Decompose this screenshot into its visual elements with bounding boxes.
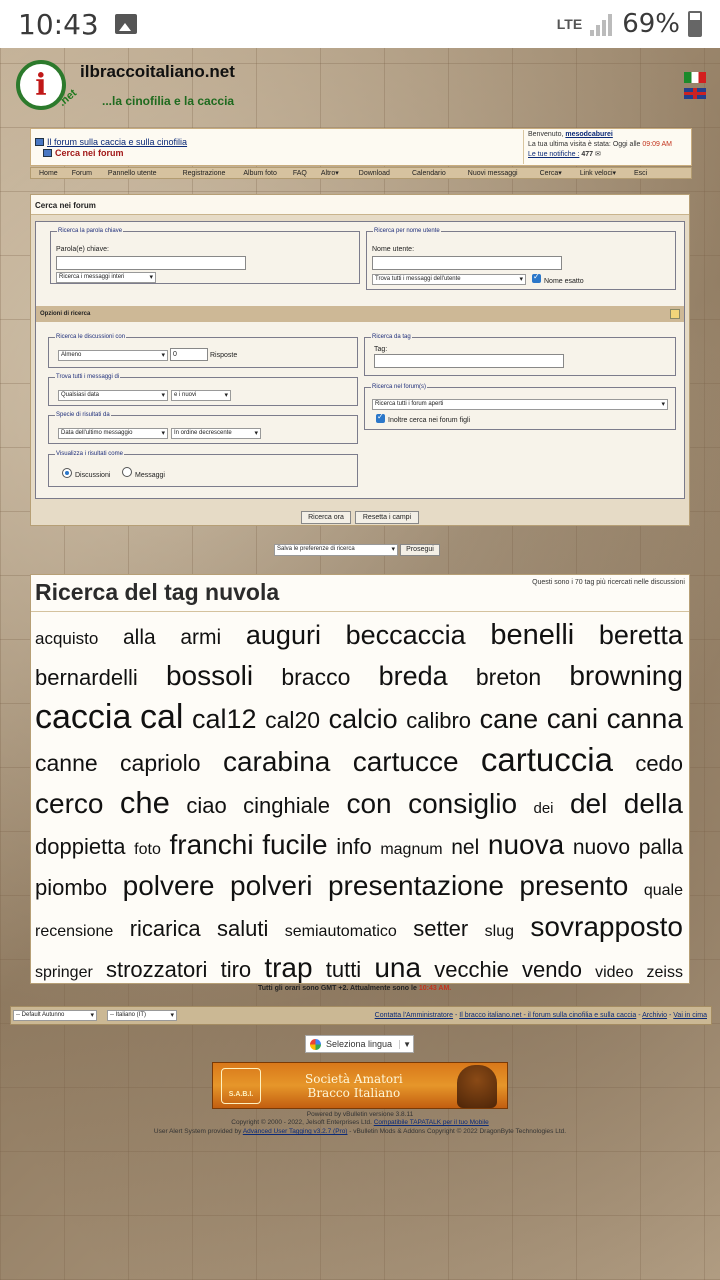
tag-link[interactable]: video bbox=[595, 964, 634, 981]
tag-link[interactable]: bernardelli bbox=[35, 665, 138, 690]
show-posts-label: Messaggi bbox=[135, 472, 165, 479]
tag-link[interactable]: semiautomatico bbox=[284, 923, 397, 940]
tag-link[interactable]: cartuccia bbox=[480, 741, 613, 778]
nav-user-panel[interactable]: Pannello utente bbox=[107, 169, 157, 177]
uk-flag-icon[interactable] bbox=[684, 88, 706, 99]
alert-text: User Alert System provided by bbox=[153, 1128, 242, 1135]
tag-link[interactable]: piombo bbox=[35, 875, 108, 900]
tag-link[interactable]: quale bbox=[643, 882, 684, 899]
translate-widget[interactable] bbox=[305, 1035, 414, 1053]
username-legend: Ricerca per nome utente bbox=[374, 228, 440, 234]
save-preferences-bar bbox=[274, 544, 440, 557]
tapatalk-link[interactable]: Compatibile TAPATALK per il tuo Mobile bbox=[373, 1119, 489, 1126]
tag-link[interactable]: bracco bbox=[281, 664, 351, 690]
breadcrumb-current: Cerca nei forum bbox=[55, 147, 124, 158]
nav-altro[interactable]: Altro bbox=[320, 169, 336, 177]
collapse-icon[interactable] bbox=[670, 309, 680, 319]
user-mode-select[interactable]: Trova tutti i messaggi dell'utente ▾ bbox=[372, 274, 526, 285]
tag-link[interactable]: della bbox=[623, 788, 683, 819]
tag-link[interactable]: canne bbox=[35, 750, 98, 776]
search-panel bbox=[30, 194, 690, 526]
tag-link[interactable]: presentazione bbox=[327, 870, 504, 901]
sort-field-select[interactable]: Data dell'ultimo messaggio ▾ bbox=[58, 428, 168, 439]
replies-legend: Ricerca le discussioni con bbox=[56, 334, 126, 340]
copyright-line bbox=[0, 1118, 720, 1127]
tag-link[interactable]: beretta bbox=[598, 620, 683, 650]
site-tagline: ...la cinofilia e la caccia bbox=[102, 94, 235, 108]
options-bar bbox=[36, 306, 684, 322]
battery-percent: 69% bbox=[622, 9, 680, 39]
keyword-legend: Ricerca la parola chiave bbox=[58, 228, 123, 234]
options-title: Opzioni di ricerca bbox=[40, 311, 91, 317]
tag-link[interactable]: che bbox=[119, 785, 170, 820]
nav-registration[interactable]: Registrazione bbox=[182, 169, 226, 177]
tag-link[interactable]: bossoli bbox=[165, 660, 254, 691]
nav-calendar[interactable]: Calendario bbox=[411, 169, 446, 177]
username-input[interactable] bbox=[372, 256, 562, 270]
back-to-top-link[interactable]: Vai in cima bbox=[673, 1012, 707, 1019]
dog-image bbox=[457, 1065, 497, 1108]
tag-link[interactable]: nuova bbox=[487, 829, 565, 860]
tag-legend: Ricerca da tag bbox=[372, 334, 411, 340]
tag-link[interactable]: breton bbox=[475, 664, 542, 690]
exact-name-label: Nome esatto bbox=[544, 278, 584, 285]
contact-admin-link[interactable]: Contatta l'Amministratore bbox=[374, 1012, 454, 1019]
tag-link[interactable]: zeiss bbox=[646, 964, 683, 981]
tag-link[interactable]: cani bbox=[546, 703, 599, 734]
tag-link[interactable]: dei bbox=[533, 800, 554, 817]
search-form bbox=[35, 221, 685, 499]
tag-link[interactable]: nuovo bbox=[572, 836, 631, 859]
tag-link[interactable]: franchi bbox=[169, 829, 254, 860]
forum-legend: Ricerca nel forum(s) bbox=[372, 384, 427, 390]
archive-link[interactable]: Archivio bbox=[642, 1012, 668, 1019]
replies-label: Risposte bbox=[210, 352, 238, 359]
date-legend: Trova tutti i messaggi di bbox=[56, 374, 120, 380]
style-select[interactable]: -- Default Autunno ▾ bbox=[13, 1010, 97, 1021]
banner-title-line-2: Bracco Italiano bbox=[307, 1086, 401, 1100]
footer-links: Contatta l'Amministratore - Il bracco italiano.net - il forum sulla cinofilia e sulla caccia - Archivio - Vai in cima bbox=[374, 1012, 707, 1019]
footer-bar bbox=[10, 1006, 712, 1025]
tag-link[interactable]: recensione bbox=[35, 923, 114, 940]
chevron-down-icon: ▾ bbox=[335, 170, 339, 177]
tag-link[interactable]: capriolo bbox=[120, 750, 201, 776]
tag-link[interactable]: ricarica bbox=[129, 916, 201, 941]
last-visit-label: La tua ultima visita è stata: Oggi alle bbox=[528, 141, 641, 148]
nav-new-posts[interactable]: Nuovi messaggi bbox=[467, 169, 518, 177]
current-time: 10:43 AM. bbox=[418, 985, 452, 992]
tag-link[interactable]: vendo bbox=[521, 957, 582, 982]
replies-count-input[interactable]: 0 bbox=[170, 348, 208, 361]
translate-label: Seleziona lingua bbox=[326, 1039, 393, 1049]
chevron-down-icon: ▼ bbox=[399, 1040, 411, 1049]
language-select[interactable]: -- Italiano (IT) ▾ bbox=[107, 1010, 177, 1021]
credits-line bbox=[0, 1127, 720, 1136]
breadcrumb-panel bbox=[30, 128, 692, 166]
replies-mode-select[interactable]: Almeno ▾ bbox=[58, 350, 168, 361]
nav-home[interactable]: Home bbox=[39, 169, 58, 177]
proceed-button[interactable]: Prosegui bbox=[400, 544, 440, 556]
chevron-down-icon: ▾ bbox=[558, 170, 562, 177]
status-time: 10:43 bbox=[18, 7, 99, 41]
image-notification-icon bbox=[115, 14, 137, 34]
sabi-banner[interactable] bbox=[212, 1062, 508, 1109]
logo-net-label: .net bbox=[56, 87, 80, 109]
tag-link[interactable]: consiglio bbox=[408, 788, 518, 819]
tag-cloud-note: Questi sono i 70 tag più ricercati nelle discussioni bbox=[532, 579, 685, 586]
breadcrumb-root-link[interactable]: Il forum sulla caccia e sulla cinofilia bbox=[47, 136, 188, 147]
tag-link[interactable]: cerco bbox=[35, 788, 104, 819]
tag-link[interactable]: palla bbox=[638, 836, 684, 859]
date-mode-select[interactable]: Qualsiasi data ▾ bbox=[58, 390, 168, 401]
timezone-text: Tutti gli orari sono GMT +2. Attualmente sono le bbox=[258, 985, 417, 992]
tag-link[interactable]: cal12 bbox=[191, 704, 257, 734]
tag-link[interactable]: tutti bbox=[325, 957, 362, 982]
tag-label: Tag: bbox=[374, 346, 388, 353]
tag-input[interactable] bbox=[374, 354, 564, 368]
last-visit-time: 09:09 AM bbox=[642, 141, 672, 148]
search-panel-title: Cerca nei forum bbox=[31, 195, 689, 215]
banner-title bbox=[305, 1072, 403, 1100]
tag-link[interactable]: armi bbox=[180, 626, 222, 649]
tag-link[interactable]: cinghiale bbox=[243, 793, 331, 818]
welcome-label: Benvenuto, bbox=[528, 131, 564, 138]
tag-link[interactable]: cal bbox=[139, 698, 184, 736]
tag-link[interactable]: presento bbox=[519, 870, 629, 901]
tag-link[interactable]: cane bbox=[479, 704, 539, 734]
tag-link[interactable]: browning bbox=[569, 660, 683, 691]
tag-link[interactable]: setter bbox=[413, 916, 469, 941]
google-icon bbox=[310, 1039, 321, 1050]
tag-link[interactable]: tiro bbox=[220, 957, 252, 982]
nav-quick-links[interactable]: Link veloci bbox=[579, 169, 613, 177]
forum-scope-select[interactable]: Ricerca tutti i forum aperti ▾ bbox=[372, 399, 668, 410]
tag-link[interactable]: una bbox=[374, 952, 422, 983]
battery-icon bbox=[688, 11, 702, 37]
tag-link[interactable]: magnum bbox=[380, 841, 443, 858]
search-submit-button[interactable]: Ricerca ora bbox=[301, 511, 351, 524]
tag-link[interactable]: foto bbox=[134, 841, 161, 858]
tag-link[interactable]: acquisto bbox=[35, 629, 99, 648]
main-navbar bbox=[30, 167, 692, 179]
tag-link[interactable]: info bbox=[336, 834, 372, 859]
italian-flag-icon[interactable] bbox=[684, 72, 706, 83]
tag-link[interactable]: calibro bbox=[406, 708, 472, 733]
site-name[interactable]: ilbraccoitaliano.net bbox=[80, 62, 235, 81]
banner-title-line-1: Società Amatori bbox=[305, 1072, 403, 1086]
tag-cloud-title: Ricerca del tag nuvola bbox=[35, 579, 280, 605]
dragonbyte-text: Copyright © 2022 DragonByte Technologies Ltd. bbox=[426, 1128, 567, 1135]
notifications-link[interactable]: Le tue notifiche : bbox=[528, 151, 580, 158]
show-threads-radio[interactable] bbox=[62, 468, 72, 478]
tag-link[interactable]: canna bbox=[606, 703, 683, 734]
username-label: Nome utente: bbox=[372, 246, 415, 253]
lte-icon: LTE bbox=[556, 16, 583, 32]
date-direction-select[interactable]: e i nuovi ▾ bbox=[171, 390, 231, 401]
tag-link[interactable]: cal20 bbox=[265, 707, 321, 733]
powered-by: Powered by vBulletin versione 3.8.11 bbox=[306, 1111, 414, 1118]
tag-link[interactable]: calcio bbox=[328, 704, 398, 734]
keyword-mode-select[interactable]: Ricerca i messaggi interi ▾ bbox=[56, 272, 156, 283]
forum-home-link[interactable]: Il bracco italiano.net - il forum sulla cinofilia e sulla caccia bbox=[459, 1012, 637, 1019]
nav-photo-album[interactable]: Album foto bbox=[243, 169, 277, 177]
user-box bbox=[523, 130, 689, 164]
tag-link[interactable]: carabina bbox=[222, 746, 331, 777]
nav-faq[interactable]: FAQ bbox=[292, 169, 307, 177]
breadcrumb bbox=[35, 136, 187, 158]
notifications-count: 477 bbox=[581, 151, 594, 158]
tag-link[interactable]: beccaccia bbox=[345, 620, 466, 650]
tag-link[interactable]: cartucce bbox=[352, 746, 459, 777]
tag-link[interactable]: alla bbox=[123, 626, 156, 649]
tag-cloud-panel bbox=[30, 574, 690, 984]
copyright-text: Copyright © 2000 - 2022, Jelsoft Enterprises Ltd. bbox=[231, 1119, 372, 1126]
timezone-note bbox=[258, 985, 451, 992]
tag-link[interactable]: fucile bbox=[262, 829, 328, 860]
signal-icon bbox=[590, 12, 614, 36]
tag-link[interactable]: strozzatori bbox=[105, 957, 208, 982]
tag-cloud bbox=[35, 617, 687, 991]
tag-link[interactable]: vecchie bbox=[434, 957, 509, 982]
nav-download[interactable]: Download bbox=[358, 169, 390, 177]
child-forums-checkbox[interactable] bbox=[376, 414, 385, 423]
exact-name-checkbox[interactable] bbox=[532, 274, 541, 283]
chevron-down-icon: ▾ bbox=[612, 170, 617, 177]
mods-text: - vBulletin Mods & Addons bbox=[349, 1128, 426, 1135]
tag-link[interactable]: doppietta bbox=[35, 834, 126, 859]
nav-search[interactable]: Cerca bbox=[539, 169, 559, 177]
tag-link[interactable]: auguri bbox=[245, 620, 321, 650]
tag-link[interactable]: slug bbox=[484, 923, 515, 940]
show-legend: Visualizza i risultati come bbox=[56, 451, 123, 457]
tag-link[interactable]: sovrapposto bbox=[530, 911, 683, 942]
tag-link[interactable]: con bbox=[346, 788, 392, 819]
show-as-fieldset bbox=[48, 451, 358, 487]
logo-letter: i bbox=[35, 67, 47, 103]
tag-link[interactable]: trap bbox=[264, 952, 313, 983]
show-threads-label: Discussioni bbox=[75, 472, 111, 479]
tag-link[interactable]: springer bbox=[35, 964, 93, 981]
status-bar bbox=[0, 0, 720, 48]
sabi-logo: S.A.B.I. bbox=[221, 1068, 261, 1104]
tag-link[interactable]: benelli bbox=[490, 619, 575, 651]
tag-link[interactable]: saluti bbox=[217, 916, 269, 941]
keyword-input[interactable] bbox=[56, 256, 246, 270]
nav-logout[interactable]: Esci bbox=[634, 169, 648, 177]
envelope-icon: ✉ bbox=[594, 151, 601, 158]
tag-link[interactable]: polvere bbox=[122, 870, 215, 901]
tag-link[interactable]: breda bbox=[378, 661, 448, 691]
username-link[interactable]: mesodcaburei bbox=[565, 131, 613, 138]
tag-link[interactable]: caccia bbox=[35, 698, 132, 736]
tag-link[interactable]: ciao bbox=[186, 793, 227, 818]
tag-link[interactable]: nel bbox=[451, 836, 480, 859]
divider bbox=[31, 611, 689, 612]
child-forums-label: Inoltre cerca nei forum figli bbox=[388, 417, 471, 424]
show-posts-radio[interactable] bbox=[122, 467, 132, 477]
keyword-label: Parola(e) chiave: bbox=[56, 246, 109, 253]
folder-icon bbox=[43, 149, 52, 157]
tagging-link[interactable]: Advanced User Tagging v3.2.7 (Pro) bbox=[242, 1128, 348, 1135]
tag-link[interactable]: del bbox=[569, 788, 608, 819]
tag-link[interactable]: polveri bbox=[230, 870, 313, 901]
reset-button[interactable]: Resetta i campi bbox=[355, 511, 419, 524]
sort-legend: Specie di risultati da bbox=[56, 412, 110, 418]
tag-link[interactable]: cedo bbox=[635, 751, 684, 776]
save-preferences-select[interactable]: Salva le preferenze di ricerca ▾ bbox=[274, 544, 398, 556]
sort-order-select[interactable]: In ordine decrescente ▾ bbox=[171, 428, 261, 439]
forum-home-icon bbox=[35, 138, 44, 146]
nav-forum[interactable]: Forum bbox=[71, 169, 92, 177]
